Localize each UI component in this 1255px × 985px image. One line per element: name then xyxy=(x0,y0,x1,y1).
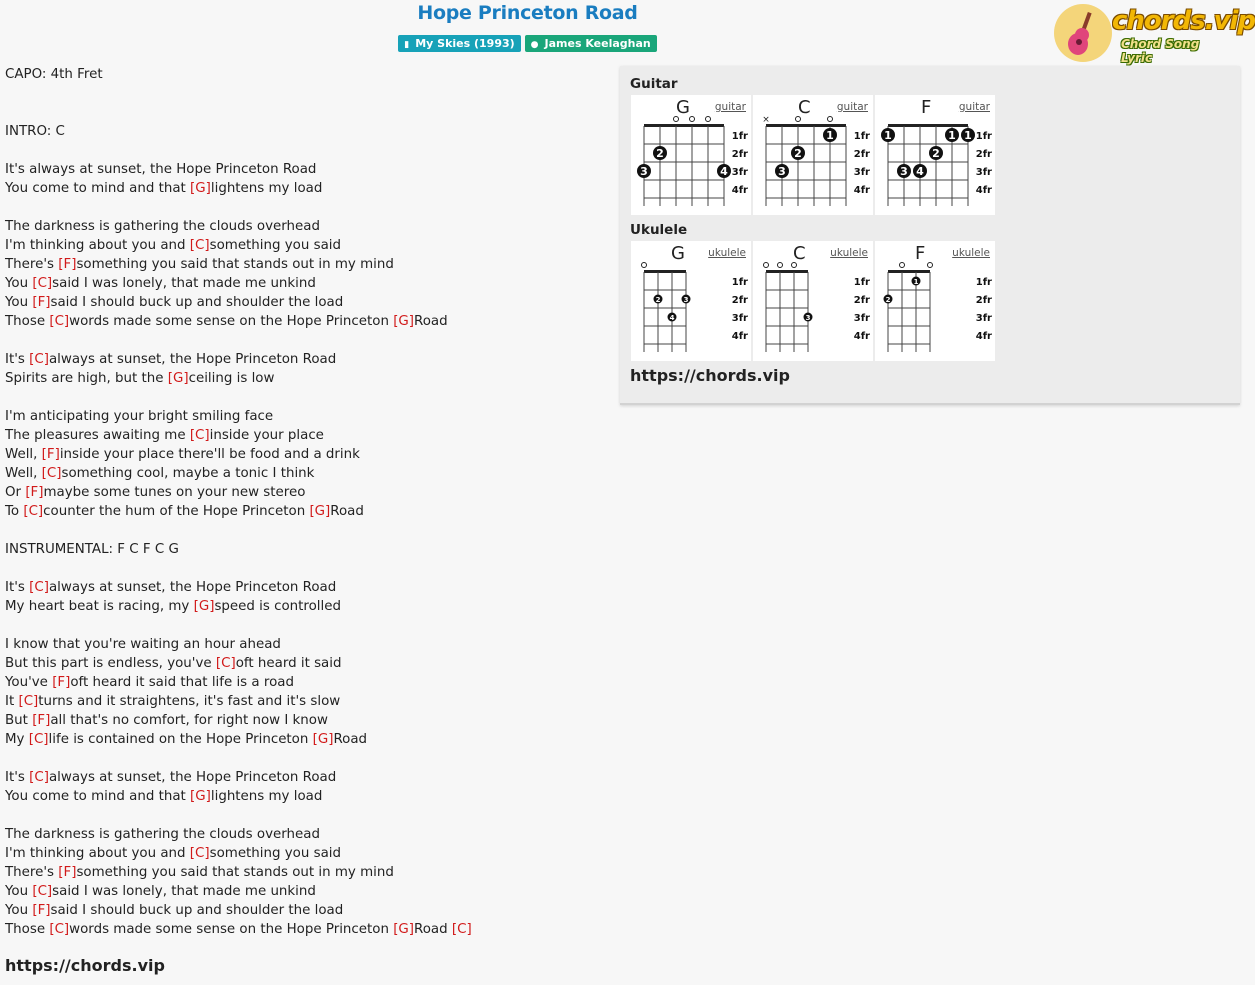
chord-name: F xyxy=(921,97,932,118)
chord-name: G xyxy=(676,97,690,118)
chord-marker[interactable]: [C] xyxy=(23,504,44,519)
chord-name: C xyxy=(798,97,811,118)
lyric-text: something you said that stands out in my mind xyxy=(76,865,394,880)
lyric-text: something you said that stands out in my mind xyxy=(76,257,394,272)
lyric-line xyxy=(5,597,472,616)
lyric-text: There's xyxy=(5,257,59,272)
lyric-text: Well, xyxy=(5,447,42,462)
chord-marker[interactable]: [C] xyxy=(28,732,49,747)
guitar-chord-diagram xyxy=(631,95,751,215)
fret-label: 4fr xyxy=(731,185,748,196)
chord-name: G xyxy=(671,243,685,264)
chord-instrument-link[interactable]: ukulele xyxy=(830,247,868,259)
chord-marker[interactable]: [C] xyxy=(29,352,49,367)
lyric-text: It xyxy=(5,694,19,709)
chord-marker[interactable]: [F] xyxy=(32,903,51,918)
lyric-text: Road xyxy=(414,922,452,937)
lyric-line xyxy=(5,616,472,635)
fret-label: 4fr xyxy=(975,331,992,342)
lyric-line xyxy=(5,483,472,502)
chord-instrument-link[interactable]: ukulele xyxy=(708,247,746,259)
finger-number: 2 xyxy=(656,147,664,160)
lyric-line xyxy=(5,730,472,749)
lyric-line xyxy=(5,426,472,445)
chord-marker[interactable]: [G] xyxy=(309,504,331,519)
lyric-text: Or xyxy=(5,485,26,500)
lyric-text: But xyxy=(5,713,33,728)
lyric-text: said I should buck up and shoulder the load xyxy=(50,295,344,310)
fret-label: 2fr xyxy=(853,295,870,306)
lyric-line xyxy=(5,806,472,825)
chord-marker[interactable]: [G] xyxy=(190,181,211,196)
lyric-text: Spirits are high, but the xyxy=(5,371,168,386)
lyric-text: I'm anticipating your bright smiling face xyxy=(5,409,274,424)
chord-marker[interactable]: [G] xyxy=(393,922,415,937)
finger-number: 3 xyxy=(640,165,648,178)
lyric-line xyxy=(5,198,472,217)
fret-label: 2fr xyxy=(853,149,870,160)
chord-marker[interactable]: [C] xyxy=(49,314,70,329)
chord-marker[interactable]: [G] xyxy=(393,314,415,329)
lyric-text: lightens my load xyxy=(210,181,323,196)
chord-marker[interactable]: [F] xyxy=(32,713,51,728)
chord-marker[interactable]: [C] xyxy=(29,580,49,595)
chord-marker[interactable]: [G] xyxy=(312,732,334,747)
fret-label: 4fr xyxy=(975,185,992,196)
lyric-line xyxy=(5,407,472,426)
ukulele-section-label: Ukulele xyxy=(630,222,688,238)
lyric-text: The pleasures awaiting me xyxy=(5,428,190,443)
finger-number: 4 xyxy=(916,165,924,178)
fret-label: 3fr xyxy=(731,313,748,324)
lyric-line xyxy=(5,84,472,103)
chord-marker[interactable]: [C] xyxy=(215,656,236,671)
album-badge[interactable] xyxy=(398,35,520,52)
artist-badge-label: James Keelaghan xyxy=(544,37,651,50)
lyric-line xyxy=(5,236,472,255)
artist-badge[interactable] xyxy=(525,35,657,52)
chord-marker[interactable]: [F] xyxy=(52,675,71,690)
finger-number: 1 xyxy=(948,129,956,142)
lyric-text: INSTRUMENTAL: F C F C G xyxy=(5,542,179,557)
lyric-line xyxy=(5,350,472,369)
guitar-chord-F[interactable] xyxy=(875,95,995,215)
lyric-text: inside your place there'll be food and a drink xyxy=(59,447,360,462)
lyric-text: maybe some tunes on your new stereo xyxy=(43,485,306,500)
nut xyxy=(766,270,808,273)
guitar-chord-G[interactable] xyxy=(631,95,751,215)
lyric-line xyxy=(5,388,472,407)
lyric-line xyxy=(5,141,472,160)
finger-number: 1 xyxy=(964,129,972,142)
chord-marker[interactable]: [C] xyxy=(32,276,53,291)
lyric-text: something you said xyxy=(209,238,342,253)
lyric-text: said I was lonely, that made me unkind xyxy=(52,884,316,899)
chord-marker[interactable]: [F] xyxy=(58,257,77,272)
chord-marker[interactable]: [C] xyxy=(451,922,472,937)
finger-number: 3 xyxy=(683,296,689,304)
chord-marker[interactable]: [F] xyxy=(41,447,60,462)
lyric-line xyxy=(5,768,472,787)
chord-marker[interactable]: [C] xyxy=(29,770,49,785)
fret-label: 1fr xyxy=(975,131,992,142)
nut xyxy=(644,270,686,273)
fret-label: 1fr xyxy=(853,131,870,142)
lyric-text: all that's no comfort, for right now I know xyxy=(50,713,328,728)
guitar-chord-diagram xyxy=(753,95,873,215)
chord-diagrams-panel xyxy=(620,66,1240,405)
lyric-text: always at sunset, the Hope Princeton Road xyxy=(48,580,337,595)
ukulele-chord-C[interactable] xyxy=(753,241,873,361)
song-badges xyxy=(0,35,1055,52)
chord-instrument-link[interactable]: guitar xyxy=(836,101,868,113)
lyric-text: I know that you're waiting an hour ahead xyxy=(5,637,281,652)
fret-label: 3fr xyxy=(731,167,748,178)
lyrics-body xyxy=(5,65,472,939)
finger-number: 4 xyxy=(669,314,675,322)
lyric-line xyxy=(5,293,472,312)
fret-label: 1fr xyxy=(975,277,992,288)
lyrics-footer-url[interactable]: https://chords.vip xyxy=(5,956,165,975)
chord-marker[interactable]: [C] xyxy=(32,884,53,899)
ukulele-chord-diagram xyxy=(753,241,873,361)
lyric-text: It's xyxy=(5,352,30,367)
lyric-line xyxy=(5,331,472,350)
lyric-text: It's xyxy=(5,770,30,785)
guitar-chord-C[interactable] xyxy=(753,95,873,215)
lyric-line xyxy=(5,882,472,901)
fret-label: 1fr xyxy=(853,277,870,288)
lyric-text: INTRO: C xyxy=(5,124,65,139)
lyric-line xyxy=(5,464,472,483)
album-badge-label: My Skies (1993) xyxy=(415,37,515,50)
open-string-marker xyxy=(828,117,833,122)
finger-number: 1 xyxy=(826,129,834,142)
lyric-line xyxy=(5,825,472,844)
chord-instrument-link[interactable]: guitar xyxy=(714,101,746,113)
lyric-text: words made some sense on the Hope Princeton xyxy=(69,314,394,329)
open-string-marker xyxy=(900,263,905,268)
lyric-text: You come to mind and that xyxy=(5,789,191,804)
lyric-text: The darkness is gathering the clouds overhead xyxy=(5,219,320,234)
book-icon: ▮ xyxy=(404,40,410,50)
lyric-text: It's xyxy=(5,580,30,595)
lyric-text: To xyxy=(5,504,24,519)
fret-label: 4fr xyxy=(853,331,870,342)
lyric-text: ceiling is low xyxy=(188,371,275,386)
lyric-text: You xyxy=(5,884,33,899)
fret-label: 2fr xyxy=(731,149,748,160)
lyric-text: Road xyxy=(414,314,448,329)
lyric-line xyxy=(5,863,472,882)
chord-name: C xyxy=(793,243,806,264)
fret-label: 3fr xyxy=(853,313,870,324)
lyric-text: I'm thinking about you and xyxy=(5,238,190,253)
lyric-text: counter the hum of the Hope Princeton xyxy=(43,504,310,519)
ukulele-chord-diagram xyxy=(875,241,995,361)
chord-marker[interactable]: [G] xyxy=(167,371,189,386)
lyric-text: lightens my load xyxy=(210,789,323,804)
lyric-line xyxy=(5,692,472,711)
lyric-line xyxy=(5,901,472,920)
lyric-line xyxy=(5,920,472,939)
chord-marker[interactable]: [G] xyxy=(193,599,215,614)
panel-url[interactable]: https://chords.vip xyxy=(630,366,790,385)
finger-number: 3 xyxy=(900,165,908,178)
lyric-text: Those xyxy=(5,314,50,329)
fret-label: 2fr xyxy=(975,149,992,160)
chord-marker[interactable]: [C] xyxy=(49,922,70,937)
lyric-text: You xyxy=(5,295,33,310)
chord-marker[interactable]: [C] xyxy=(18,694,39,709)
lyric-line xyxy=(5,749,472,768)
lyric-line xyxy=(5,578,472,597)
lyric-text: turns and it straightens, it's fast and it's slow xyxy=(38,694,341,709)
lyric-line xyxy=(5,312,472,331)
finger-number: 4 xyxy=(720,165,728,178)
chord-name: F xyxy=(915,243,926,264)
ukulele-chord-diagram xyxy=(631,241,751,361)
finger-number: 3 xyxy=(805,314,811,322)
lyric-line xyxy=(5,673,472,692)
nut xyxy=(644,124,724,127)
lyric-line xyxy=(5,521,472,540)
lyric-text: CAPO: 4th Fret xyxy=(5,67,103,82)
lyric-text: Well, xyxy=(5,466,42,481)
nut xyxy=(766,124,846,127)
lyric-text: inside your place xyxy=(209,428,324,443)
guitar-logo-icon xyxy=(1054,4,1112,62)
open-string-marker xyxy=(706,117,711,122)
fret-label: 2fr xyxy=(975,295,992,306)
lyric-text: said I should buck up and shoulder the load xyxy=(50,903,344,918)
nut xyxy=(888,270,930,273)
finger-number: 3 xyxy=(778,165,786,178)
lyric-text: Road xyxy=(333,732,368,747)
ukulele-chord-G[interactable] xyxy=(631,241,751,361)
lyric-line xyxy=(5,540,472,559)
ukulele-chord-F[interactable] xyxy=(875,241,995,361)
lyric-line xyxy=(5,369,472,388)
lyric-line xyxy=(5,122,472,141)
fret-label: 4fr xyxy=(731,331,748,342)
open-string-marker xyxy=(690,117,695,122)
chord-marker[interactable]: [C] xyxy=(189,428,210,443)
lyric-line xyxy=(5,844,472,863)
chord-marker[interactable]: [G] xyxy=(190,789,211,804)
chord-marker[interactable]: [F] xyxy=(32,295,51,310)
chord-marker[interactable]: [C] xyxy=(189,238,210,253)
lyric-text: There's xyxy=(5,865,59,880)
lyric-line xyxy=(5,274,472,293)
lyric-line xyxy=(5,217,472,236)
lyric-line xyxy=(5,787,472,806)
nut xyxy=(888,124,968,127)
lyric-line xyxy=(5,179,472,198)
open-string-marker xyxy=(928,263,933,268)
lyric-text: life is contained on the Hope Princeton xyxy=(48,732,313,747)
open-string-marker xyxy=(778,263,783,268)
finger-number: 2 xyxy=(655,296,661,304)
lyric-line xyxy=(5,255,472,274)
chord-marker[interactable]: [F] xyxy=(25,485,44,500)
lyric-text: Those xyxy=(5,922,50,937)
fret-label: 1fr xyxy=(731,131,748,142)
muted-string-marker: × xyxy=(762,115,770,125)
song-title: Hope Princeton Road xyxy=(417,2,638,24)
fret-label: 3fr xyxy=(975,313,992,324)
lyric-line xyxy=(5,445,472,464)
chord-marker[interactable]: [C] xyxy=(41,466,62,481)
lyric-text: You xyxy=(5,276,33,291)
lyric-text: said I was lonely, that made me unkind xyxy=(52,276,316,291)
lyric-text: My xyxy=(5,732,29,747)
fret-label: 3fr xyxy=(975,167,992,178)
lyric-text: You xyxy=(5,903,33,918)
lyric-line xyxy=(5,502,472,521)
lyric-line xyxy=(5,559,472,578)
finger-number: 2 xyxy=(932,147,940,160)
lyric-text: speed is controlled xyxy=(214,599,341,614)
open-string-marker xyxy=(642,263,647,268)
site-logo[interactable] xyxy=(1054,4,1255,65)
lyric-text: always at sunset, the Hope Princeton Road xyxy=(48,352,337,367)
lyric-text: oft heard it said xyxy=(235,656,342,671)
chord-marker[interactable]: [F] xyxy=(58,865,77,880)
finger-number: 1 xyxy=(884,129,892,142)
lyric-text: It's always at sunset, the Hope Princeton Road xyxy=(5,162,317,177)
lyric-text: My heart beat is racing, my xyxy=(5,599,194,614)
fret-label: 3fr xyxy=(853,167,870,178)
lyric-text: words made some sense on the Hope Princeton xyxy=(69,922,394,937)
logo-tagline: Chord Song Lyric xyxy=(1121,37,1200,65)
finger-number: 2 xyxy=(885,296,891,304)
chord-instrument-link[interactable]: ukulele xyxy=(952,247,990,259)
lyric-text: You come to mind and that xyxy=(5,181,191,196)
finger-number: 1 xyxy=(913,278,919,286)
fret-label: 1fr xyxy=(731,277,748,288)
lyric-line xyxy=(5,160,472,179)
lyric-line xyxy=(5,103,472,122)
finger-number: 2 xyxy=(794,147,802,160)
lyric-text: something cool, maybe a tonic I think xyxy=(61,466,315,481)
lyric-text: oft heard it said that life is a road xyxy=(70,675,294,690)
fret-label: 4fr xyxy=(853,185,870,196)
open-string-marker xyxy=(764,263,769,268)
lyric-line xyxy=(5,635,472,654)
chord-instrument-link[interactable]: guitar xyxy=(958,101,990,113)
guitar-section-label: Guitar xyxy=(630,76,678,92)
lyric-text: I'm thinking about you and xyxy=(5,846,190,861)
lyric-text: something you said xyxy=(209,846,342,861)
lyric-text: But this part is endless, you've xyxy=(5,656,216,671)
guitar-chord-diagram xyxy=(875,95,995,215)
lyric-line xyxy=(5,654,472,673)
chord-marker[interactable]: [C] xyxy=(189,846,210,861)
lyric-text: always at sunset, the Hope Princeton Road xyxy=(48,770,337,785)
lyric-text: The darkness is gathering the clouds overhead xyxy=(5,827,320,842)
lyric-line xyxy=(5,65,472,84)
lyric-text: You've xyxy=(5,675,53,690)
lyric-text: Road xyxy=(330,504,364,519)
logo-brand: chords.vip xyxy=(1112,6,1255,36)
fret-label: 2fr xyxy=(731,295,748,306)
lyric-line xyxy=(5,711,472,730)
user-icon: ● xyxy=(530,40,539,50)
